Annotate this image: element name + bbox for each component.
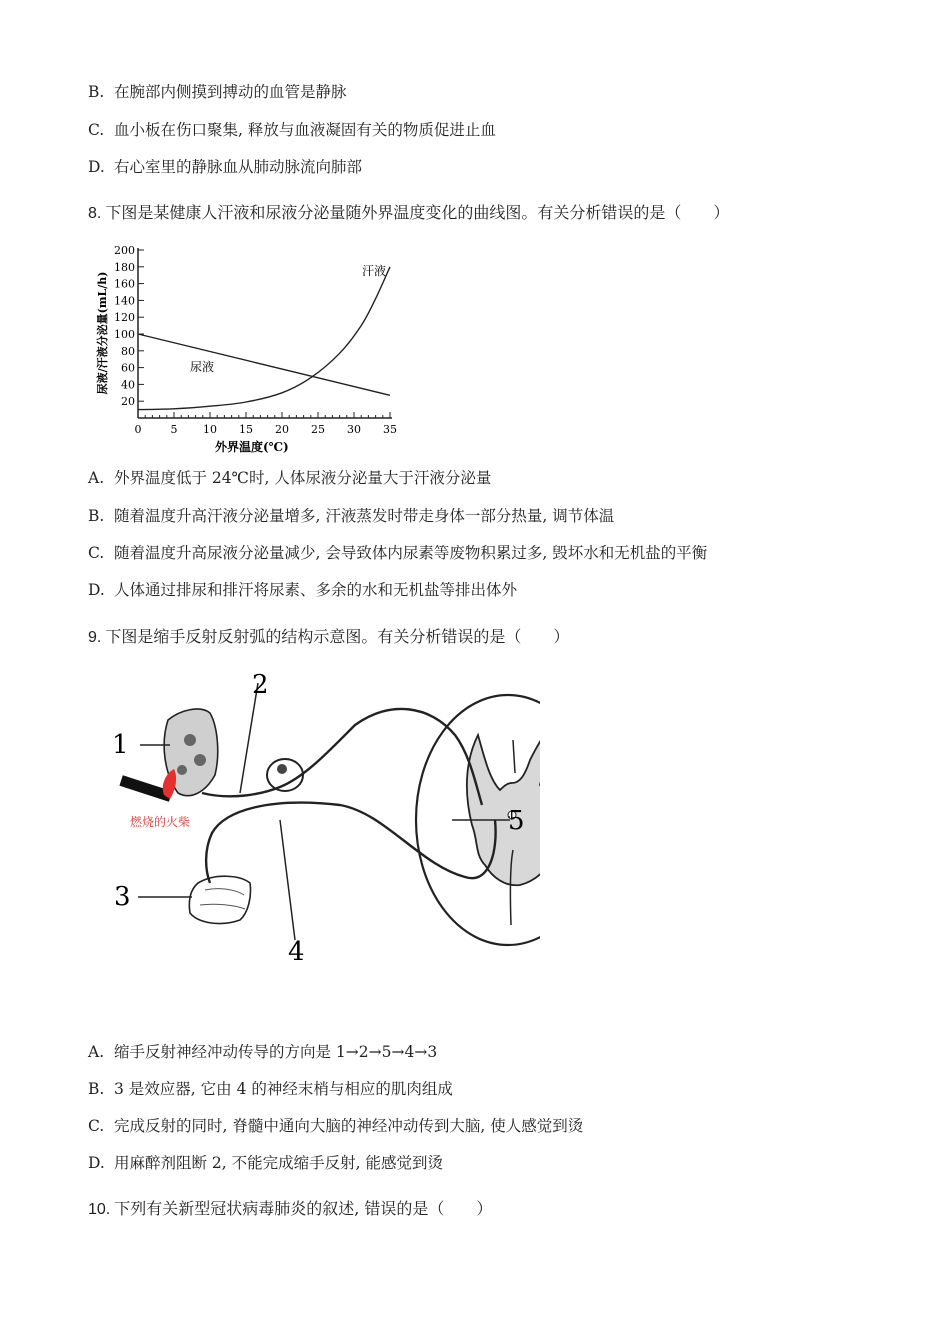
q7-option-b: B. 在腕部内侧摸到搏动的血管是静脉 <box>88 83 347 101</box>
x-tick-label: 20 <box>275 423 289 436</box>
y-tick-label: 200 <box>114 244 135 257</box>
y-tick-label: 120 <box>114 311 135 325</box>
y-tick-label: 160 <box>114 277 135 291</box>
chart-x-label: 外界温度(℃) <box>215 440 289 454</box>
x-tick-label: 25 <box>311 423 325 436</box>
efferent-nerve <box>206 803 495 883</box>
q10-stem: 10. 下列有关新型冠状病毒肺炎的叙述, 错误的是（ ） <box>88 1199 493 1218</box>
match-caption: 燃烧的火柴 <box>130 815 191 829</box>
q9-stem: 9. 下图是缩手反射反射弧的结构示意图。有关分析错误的是（ ） <box>88 627 570 646</box>
x-tick-label: 0 <box>134 423 142 436</box>
label-5: 5 <box>508 806 525 836</box>
label-3: 3 <box>114 882 131 912</box>
q9-option-c: C. 完成反射的同时, 脊髓中通向大脑的神经冲动传到大脑, 使人感觉到烫 <box>88 1117 584 1135</box>
gray-matter <box>467 727 540 885</box>
y-tick-label: 140 <box>114 294 135 308</box>
ganglion <box>267 759 303 791</box>
sweat-series-label: 汗液 <box>362 264 387 278</box>
chart-y-label: 尿液/汗液分泌量(mL/h) <box>96 271 109 395</box>
y-tick-label: 60 <box>121 361 135 375</box>
y-tick-label: 40 <box>121 378 135 392</box>
x-tick-label: 15 <box>239 423 253 436</box>
y-tick-label: 100 <box>114 328 135 341</box>
q9-option-b: B. 3 是效应器, 它由 4 的神经末梢与相应的肌肉组成 <box>88 1080 453 1098</box>
label-1: 1 <box>112 730 129 760</box>
y-tick-label: 180 <box>114 260 135 274</box>
label-4: 4 <box>288 937 305 967</box>
q9-option-a: A. 缩手反射神经冲动传导的方向是 1→2→5→4→3 <box>88 1043 438 1061</box>
urine-series-label: 尿液 <box>190 360 215 374</box>
sweat-series-line <box>138 267 390 410</box>
x-tick-label: 5 <box>170 423 178 436</box>
x-tick-label: 30 <box>347 423 361 436</box>
q8-option-c: C. 随着温度升高尿液分泌量减少, 会导致体内尿素等废物积累过多, 毁坏水和无机盐的平衡 <box>88 544 708 562</box>
label-2: 2 <box>252 670 269 700</box>
q9-option-d: D. 用麻醉剂阻断 2, 不能完成缩手反射, 能感觉到烫 <box>88 1154 443 1172</box>
q8-stem: 8. 下图是某健康人汗液和尿液分泌量随外界温度变化的曲线图。有关分析错误的是（ ） <box>88 203 730 222</box>
match-flame <box>163 769 176 799</box>
q8-option-d: D. 人体通过排尿和排汗将尿素、多余的水和无机盐等排出体外 <box>88 581 518 599</box>
urine-series-line <box>138 334 390 395</box>
q8-option-a: A. 外界温度低于 24℃时, 人体尿液分泌量大于汗液分泌量 <box>88 469 492 487</box>
q7-option-c: C. 血小板在伤口聚集, 释放与血液凝固有关的物质促进止血 <box>88 121 496 139</box>
q8-option-b: B. 随着温度升高汗液分泌量增多, 汗液蒸发时带走身体一部分热量, 调节体温 <box>88 507 615 525</box>
y-tick-label: 80 <box>121 344 135 358</box>
reflex-arc-diagram <box>100 665 540 970</box>
afferent-nerve <box>202 709 482 805</box>
x-tick-label: 10 <box>203 423 217 436</box>
x-tick-label: 35 <box>383 423 397 436</box>
y-tick-label: 20 <box>121 395 135 409</box>
q8-chart <box>90 238 420 460</box>
effector-muscle <box>189 876 250 923</box>
q7-option-d: D. 右心室里的静脉血从肺动脉流向肺部 <box>88 158 363 176</box>
